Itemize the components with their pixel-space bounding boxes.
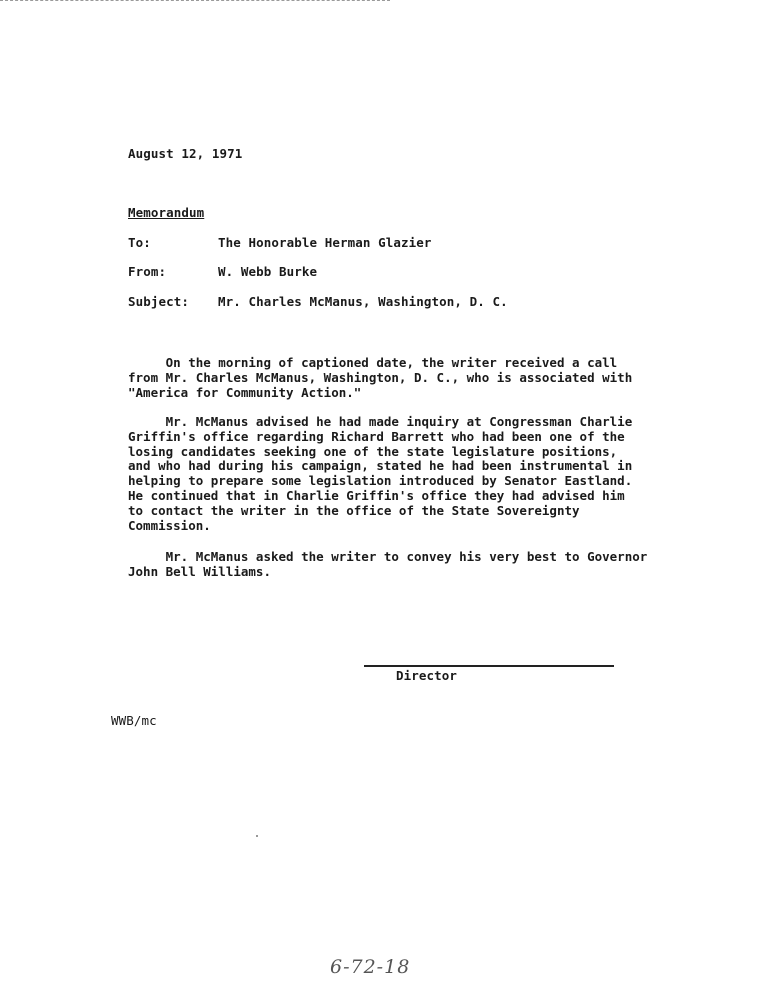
body-paragraph-2 <box>128 415 648 533</box>
to-label: To: <box>128 235 151 250</box>
paragraph-line: losing candidates seeking one of the state legislature positions, <box>128 443 618 459</box>
paragraph-line: Mr. McManus asked the writer to convey his very best to Governor <box>128 549 648 564</box>
body-paragraph-3 <box>128 550 648 580</box>
paragraph-line: "America for Community Action." <box>128 384 362 400</box>
paragraph-line: Mr. McManus advised he had made inquiry at Congressman Charlie <box>128 414 633 429</box>
from-label: From: <box>128 264 167 279</box>
subject-label: Subject: <box>128 294 190 309</box>
from-value: W. Webb Burke <box>218 264 318 279</box>
signature-title: Director <box>396 668 458 683</box>
paragraph-line: Commission. <box>128 517 211 533</box>
paragraph-line: John Bell Williams. <box>128 563 271 579</box>
paragraph-line: and who had during his campaign, stated he had been instrumental in <box>128 458 633 474</box>
paragraph-line: He continued that in Charlie Griffin's office they had advised him <box>128 487 625 503</box>
paragraph-line: helping to prepare some legislation introduced by Senator Eastland. <box>128 473 633 489</box>
body-paragraph-1 <box>128 356 648 400</box>
paragraph-line: to contact the writer in the office of the State Sovereignty <box>128 502 580 518</box>
typist-initials: WWB/mc <box>111 713 157 728</box>
paragraph-line: from Mr. Charles McManus, Washington, D. C., who is associated with <box>128 369 633 385</box>
signature-line <box>364 665 614 667</box>
paragraph-line: Griffin's office regarding Richard Barrett who had been one of the <box>128 428 625 444</box>
paragraph-line: On the morning of captioned date, the writer received a call <box>128 355 618 370</box>
memo-date: August 12, 1971 <box>128 146 243 161</box>
subject-value: Mr. Charles McManus, Washington, D. C. <box>218 294 508 309</box>
handwritten-file-number: 6-72-18 <box>330 956 411 978</box>
to-value: The Honorable Herman Glazier <box>218 235 432 250</box>
page-top-edge <box>0 0 390 1</box>
memo-title: Memorandum <box>128 205 205 220</box>
scan-speck <box>256 835 258 837</box>
